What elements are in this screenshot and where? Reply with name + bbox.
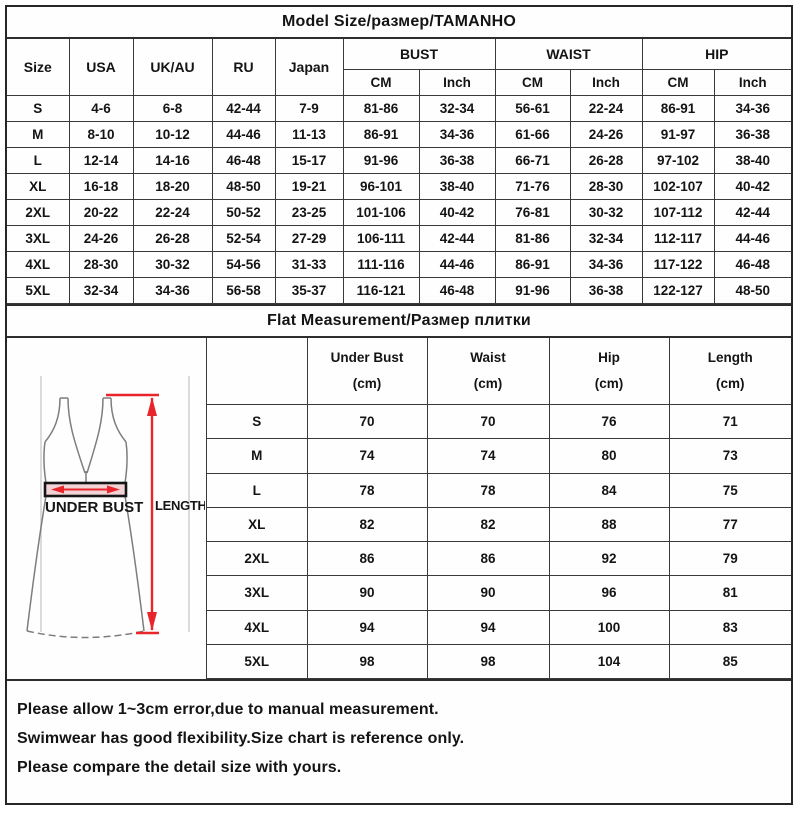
cell-ru: 44-46 <box>212 122 275 148</box>
cell-under-bust: 70 <box>307 405 427 439</box>
cell-bust-inch: 38-40 <box>419 174 495 200</box>
cell-hip: 76 <box>549 405 669 439</box>
table-row <box>7 122 791 148</box>
header-line1: Hip <box>598 350 620 365</box>
table-row <box>207 542 791 576</box>
length-label: LENGTH <box>155 498 205 513</box>
unit-header-hip-cm: CM <box>642 70 714 96</box>
cell-hip-inch: 42-44 <box>714 200 791 226</box>
cell-size: 3XL <box>7 226 69 252</box>
cell-under-bust: 82 <box>307 507 427 541</box>
cell-bust-cm: 96-101 <box>343 174 419 200</box>
cell-waist: 86 <box>427 542 549 576</box>
cell-usa: 16-18 <box>69 174 133 200</box>
cell-hip: 92 <box>549 542 669 576</box>
cell-hip-cm: 91-97 <box>642 122 714 148</box>
note-line-1: Please allow 1~3cm error,due to manual measurement. <box>17 701 439 718</box>
note-line-3: Please compare the detail size with yours. <box>17 759 342 776</box>
cell-bust-inch: 34-36 <box>419 122 495 148</box>
table-row <box>207 576 791 610</box>
cell-hip-cm: 107-112 <box>642 200 714 226</box>
cell-hip-cm: 97-102 <box>642 148 714 174</box>
cell-length: 83 <box>669 610 791 644</box>
cell-bust-inch: 40-42 <box>419 200 495 226</box>
cell-size: S <box>207 405 307 439</box>
cell-size: 4XL <box>7 252 69 278</box>
model-size-title: Model Size/размер/TAMANHO <box>7 7 791 39</box>
cell-usa: 8-10 <box>69 122 133 148</box>
cell-ru: 46-48 <box>212 148 275 174</box>
unit-header-hip-inch: Inch <box>714 70 791 96</box>
flat-col-header-waist <box>427 338 549 405</box>
cell-waist-cm: 66-71 <box>495 148 570 174</box>
cell-waist-inch: 36-38 <box>570 278 642 304</box>
cell-size: 3XL <box>207 576 307 610</box>
table-row <box>7 278 791 304</box>
cell-size: 2XL <box>7 200 69 226</box>
cell-length: 75 <box>669 473 791 507</box>
flat-measurement-section <box>7 338 791 681</box>
cell-usa: 32-34 <box>69 278 133 304</box>
cell-size: 5XL <box>207 644 307 678</box>
cell-waist-inch: 28-30 <box>570 174 642 200</box>
cell-waist-inch: 24-26 <box>570 122 642 148</box>
cell-size: L <box>207 473 307 507</box>
cell-waist: 74 <box>427 439 549 473</box>
cell-waist-cm: 76-81 <box>495 200 570 226</box>
cell-hip-inch: 40-42 <box>714 174 791 200</box>
flat-col-header-length <box>669 338 791 405</box>
cell-waist-cm: 56-61 <box>495 96 570 122</box>
cell-waist-cm: 86-91 <box>495 252 570 278</box>
cell-hip-cm: 117-122 <box>642 252 714 278</box>
cell-hip-cm: 122-127 <box>642 278 714 304</box>
cell-hip-cm: 86-91 <box>642 96 714 122</box>
cell-hip-inch: 46-48 <box>714 252 791 278</box>
table-row <box>7 252 791 278</box>
group-header-hip: HIP <box>642 39 791 70</box>
col-header-uk-au: UK/AU <box>133 39 212 96</box>
cell-bust-inch: 44-46 <box>419 252 495 278</box>
header-line1: Waist <box>470 350 506 365</box>
cell-waist-cm: 71-76 <box>495 174 570 200</box>
unit-header-bust-cm: CM <box>343 70 419 96</box>
cell-size: 4XL <box>207 610 307 644</box>
cell-waist: 78 <box>427 473 549 507</box>
cell-under-bust: 78 <box>307 473 427 507</box>
cell-bust-cm: 81-86 <box>343 96 419 122</box>
cell-hip-inch: 38-40 <box>714 148 791 174</box>
cell-waist-inch: 22-24 <box>570 96 642 122</box>
cell-uk-au: 18-20 <box>133 174 212 200</box>
cell-hip-inch: 48-50 <box>714 278 791 304</box>
model-size-table <box>7 39 791 304</box>
cell-uk-au: 10-12 <box>133 122 212 148</box>
sheet-border <box>5 5 793 805</box>
cell-uk-au: 30-32 <box>133 252 212 278</box>
col-header-ru: RU <box>212 39 275 96</box>
flat-col-header-empty <box>207 338 307 405</box>
cell-hip: 84 <box>549 473 669 507</box>
cell-under-bust: 74 <box>307 439 427 473</box>
cell-size: M <box>207 439 307 473</box>
cell-waist: 90 <box>427 576 549 610</box>
table-row <box>207 473 791 507</box>
cell-hip: 100 <box>549 610 669 644</box>
cell-hip: 104 <box>549 644 669 678</box>
flat-col-header-hip <box>549 338 669 405</box>
cell-japan: 19-21 <box>275 174 343 200</box>
cell-waist: 94 <box>427 610 549 644</box>
cell-bust-cm: 106-111 <box>343 226 419 252</box>
cell-bust-cm: 111-116 <box>343 252 419 278</box>
cell-size: S <box>7 96 69 122</box>
cell-japan: 7-9 <box>275 96 343 122</box>
flat-measurement-title: Flat Measurement/Размер плитки <box>7 304 791 338</box>
cell-japan: 35-37 <box>275 278 343 304</box>
cell-japan: 23-25 <box>275 200 343 226</box>
header-line2: (cm) <box>473 376 503 391</box>
dress-outline-icon <box>27 398 144 638</box>
cell-hip-inch: 34-36 <box>714 96 791 122</box>
col-header-usa: USA <box>69 39 133 96</box>
group-header-bust: BUST <box>343 39 495 70</box>
cell-under-bust: 94 <box>307 610 427 644</box>
cell-under-bust: 90 <box>307 576 427 610</box>
cell-size: XL <box>7 174 69 200</box>
unit-header-waist-inch: Inch <box>570 70 642 96</box>
table-row <box>207 644 791 678</box>
cell-length: 85 <box>669 644 791 678</box>
cell-usa: 28-30 <box>69 252 133 278</box>
cell-waist-cm: 61-66 <box>495 122 570 148</box>
cell-hip: 96 <box>549 576 669 610</box>
table-row <box>207 439 791 473</box>
unit-header-bust-inch: Inch <box>419 70 495 96</box>
dress-sketch <box>7 338 205 674</box>
cell-ru: 56-58 <box>212 278 275 304</box>
table-row <box>7 148 791 174</box>
cell-size: 2XL <box>207 542 307 576</box>
flat-col-header-under-bust <box>307 338 427 405</box>
cell-length: 71 <box>669 405 791 439</box>
cell-bust-cm: 86-91 <box>343 122 419 148</box>
cell-size: M <box>7 122 69 148</box>
cell-hip-cm: 112-117 <box>642 226 714 252</box>
cell-bust-cm: 91-96 <box>343 148 419 174</box>
cell-waist-cm: 81-86 <box>495 226 570 252</box>
table-row <box>7 174 791 200</box>
cell-size: 5XL <box>7 278 69 304</box>
cell-uk-au: 22-24 <box>133 200 212 226</box>
flat-measurement-table <box>207 338 791 679</box>
cell-under-bust: 98 <box>307 644 427 678</box>
cell-japan: 11-13 <box>275 122 343 148</box>
cell-ru: 48-50 <box>212 174 275 200</box>
cell-usa: 24-26 <box>69 226 133 252</box>
header-line2: (cm) <box>715 376 745 391</box>
cell-length: 73 <box>669 439 791 473</box>
cell-waist-inch: 34-36 <box>570 252 642 278</box>
cell-ru: 42-44 <box>212 96 275 122</box>
table-row <box>207 610 791 644</box>
cell-uk-au: 34-36 <box>133 278 212 304</box>
under-bust-label: UNDER BUST <box>45 499 144 516</box>
cell-size: L <box>7 148 69 174</box>
cell-waist: 98 <box>427 644 549 678</box>
unit-header-waist-cm: CM <box>495 70 570 96</box>
cell-japan: 15-17 <box>275 148 343 174</box>
cell-length: 79 <box>669 542 791 576</box>
cell-size: XL <box>207 507 307 541</box>
header-line2: (cm) <box>594 376 624 391</box>
cell-ru: 50-52 <box>212 200 275 226</box>
cell-under-bust: 86 <box>307 542 427 576</box>
header-line1: Under Bust <box>330 350 404 365</box>
cell-length: 77 <box>669 507 791 541</box>
cell-waist-cm: 91-96 <box>495 278 570 304</box>
cell-waist-inch: 30-32 <box>570 200 642 226</box>
cell-bust-inch: 36-38 <box>419 148 495 174</box>
cell-bust-cm: 101-106 <box>343 200 419 226</box>
notes-block <box>7 681 791 782</box>
cell-japan: 31-33 <box>275 252 343 278</box>
table-row <box>7 200 791 226</box>
cell-japan: 27-29 <box>275 226 343 252</box>
cell-hip: 88 <box>549 507 669 541</box>
header-line1: Length <box>707 350 753 365</box>
cell-ru: 54-56 <box>212 252 275 278</box>
cell-length: 81 <box>669 576 791 610</box>
cell-uk-au: 6-8 <box>133 96 212 122</box>
cell-bust-inch: 32-34 <box>419 96 495 122</box>
cell-waist-inch: 32-34 <box>570 226 642 252</box>
cell-waist: 70 <box>427 405 549 439</box>
group-header-waist: WAIST <box>495 39 642 70</box>
note-line-2: Swimwear has good flexibility.Size chart is reference only. <box>17 730 465 747</box>
table-row <box>7 226 791 252</box>
cell-waist-inch: 26-28 <box>570 148 642 174</box>
cell-usa: 12-14 <box>69 148 133 174</box>
cell-usa: 4-6 <box>69 96 133 122</box>
cell-bust-inch: 46-48 <box>419 278 495 304</box>
cell-bust-inch: 42-44 <box>419 226 495 252</box>
cell-bust-cm: 116-121 <box>343 278 419 304</box>
cell-hip-inch: 44-46 <box>714 226 791 252</box>
cell-waist: 82 <box>427 507 549 541</box>
col-header-size: Size <box>7 39 69 96</box>
cell-uk-au: 26-28 <box>133 226 212 252</box>
cell-hip-inch: 36-38 <box>714 122 791 148</box>
cell-hip: 80 <box>549 439 669 473</box>
table-row <box>207 507 791 541</box>
cell-usa: 20-22 <box>69 200 133 226</box>
garment-measurement-diagram <box>7 338 207 679</box>
table-row <box>7 96 791 122</box>
col-header-japan: Japan <box>275 39 343 96</box>
cell-uk-au: 14-16 <box>133 148 212 174</box>
cell-ru: 52-54 <box>212 226 275 252</box>
table-row <box>207 405 791 439</box>
header-line2: (cm) <box>352 376 382 391</box>
cell-hip-cm: 102-107 <box>642 174 714 200</box>
